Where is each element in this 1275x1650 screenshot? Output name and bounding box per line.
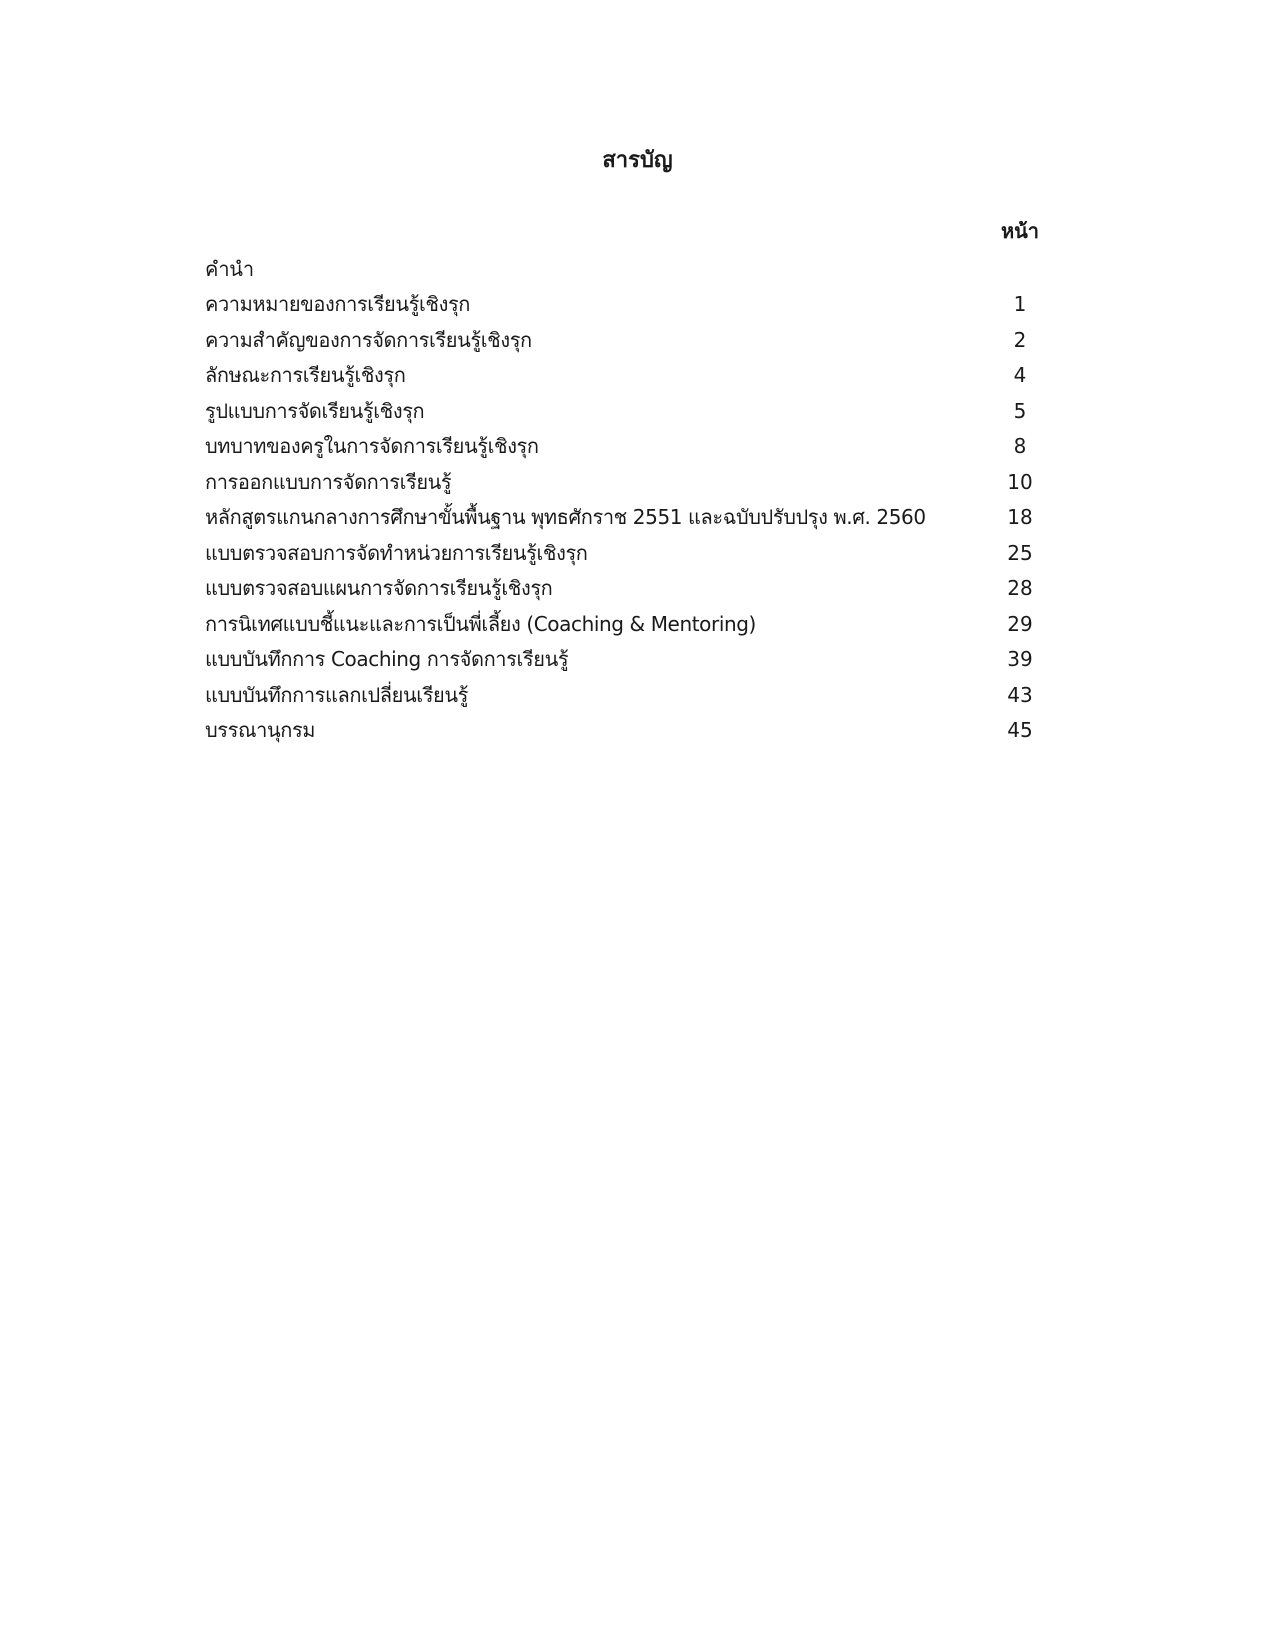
toc-entry-page: 5 — [1013, 398, 1027, 423]
toc-entry-label: ความสำคัญของการจัดการเรียนรู้เชิงรุก — [205, 327, 532, 352]
toc-entry-label: การนิเทศแบบชี้แนะและการเป็นพี่เลี้ยง (Coaching & Mentoring) — [205, 611, 756, 636]
toc-entry-label: บทบาทของครูในการจัดการเรียนรู้เชิงรุก — [205, 434, 539, 459]
toc-entry-label: ลักษณะการเรียนรู้เชิงรุก — [205, 363, 406, 388]
toc-entry — [205, 393, 1060, 429]
toc-list — [205, 251, 1060, 748]
toc-entry-page: 2 — [1013, 327, 1027, 352]
toc-entry — [205, 287, 1060, 323]
toc-title: สารบัญ — [602, 148, 673, 173]
toc-entry — [205, 535, 1060, 571]
toc-entry-page: 1 — [1013, 292, 1027, 317]
toc-entry — [205, 642, 1060, 678]
toc-entry-page: 25 — [1007, 540, 1033, 565]
toc-entry-label: คำนำ — [205, 256, 254, 281]
toc-entry-page: 10 — [1007, 469, 1033, 494]
page-column-header: หน้า — [1000, 219, 1040, 243]
toc-entry — [205, 358, 1060, 394]
toc-entry — [205, 677, 1060, 713]
toc-entry — [205, 464, 1060, 500]
toc-entry-page: 29 — [1007, 611, 1033, 636]
toc-entry — [205, 251, 1060, 287]
toc-entry-label: หลักสูตรแกนกลางการศึกษาขั้นพื้นฐาน พุทธศักราช 2551 และฉบับปรับปรุง พ.ศ. 2560 — [205, 505, 926, 530]
toc-entry — [205, 571, 1060, 607]
toc-entry — [205, 606, 1060, 642]
toc-entry-label: ความหมายของการเรียนรู้เชิงรุก — [205, 292, 471, 317]
toc-entry-label: แบบตรวจสอบแผนการจัดการเรียนรู้เชิงรุก — [205, 576, 553, 601]
toc-entry — [205, 429, 1060, 465]
toc-entry-label: บรรณานุกรม — [205, 718, 316, 743]
toc-entry-page: 43 — [1007, 682, 1033, 707]
toc-entry-label: แบบตรวจสอบการจัดทำหน่วยการเรียนรู้เชิงรุก — [205, 540, 588, 565]
toc-entry-label: แบบบันทึกการแลกเปลี่ยนเรียนรู้ — [205, 682, 468, 707]
toc-entry-page: 39 — [1007, 647, 1033, 672]
toc-entry-label: แบบบันทึกการ Coaching การจัดการเรียนรู้ — [205, 647, 569, 672]
toc-entry — [205, 500, 1060, 536]
toc-entry — [205, 713, 1060, 749]
toc-entry-page: 4 — [1013, 363, 1027, 388]
toc-entry-page: 28 — [1007, 576, 1033, 601]
toc-entry-page: 8 — [1013, 434, 1027, 459]
toc-entry-label: รูปแบบการจัดเรียนรู้เชิงรุก — [205, 398, 425, 423]
toc-entry — [205, 322, 1060, 358]
toc-entry-page: 18 — [1007, 505, 1033, 530]
toc-entry-label: การออกแบบการจัดการเรียนรู้ — [205, 469, 452, 494]
toc-entry-page: 45 — [1007, 718, 1033, 743]
